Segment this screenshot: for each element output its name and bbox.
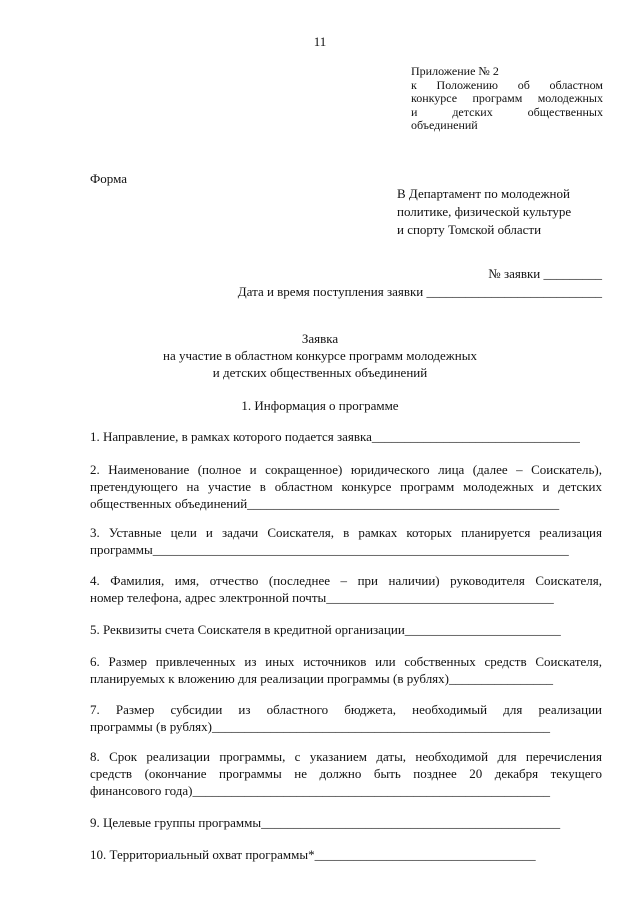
item-line: номер телефона, адрес электронной почты___________________________________ [90,590,554,605]
title-line: Заявка [301,331,339,346]
form-item-direction [90,428,602,445]
item-line: 8. Срок реализации программы, с указанием даты, необходимой для перечисления [90,749,602,764]
item-line: 6. Размер привлеченных из иных источников или собственных средств Соискателя, [90,654,602,669]
form-item-target-groups [90,814,602,831]
form-item-subsidy [90,701,602,735]
title-line: и детских общественных объединений [212,365,428,380]
application-number-field: № заявки _________ [488,266,602,281]
item-line: общественных объединений________________________________________________ [90,496,560,511]
addressee-line: политике, физической культуре [397,204,572,219]
section-title: 1. Информация о программе [241,398,399,413]
addressee-block [397,185,607,239]
item-line: 9. Целевые группы программы______________________________________________ [90,815,561,830]
form-item-territory [90,846,602,863]
item-line: программы________________________________________________________________ [90,542,569,557]
item-line: программы (в рублях)____________________________________________________ [90,719,550,734]
appendix-note [411,65,603,133]
addressee-line: и спорту Томской области [397,222,542,237]
item-line: 7. Размер субсидии из областного бюджета, необходимый для реализации [90,702,602,717]
form-item-timeline [90,748,602,799]
document-title [0,330,640,381]
form-item-bank-details [90,621,602,638]
appendix-line: конкурсе программ молодежных [411,91,603,105]
item-line: 5. Реквизиты счета Соискателя в кредитной организации________________________ [90,622,561,637]
item-line: 10. Территориальный охват программы*__________________________________ [90,847,536,862]
item-line: 2. Наименование (полное и сокращенное) юридического лица (далее – Соискатель), [90,462,602,477]
addressee-line: В Департамент по молодежной [397,186,570,201]
form-item-goals [90,524,602,558]
form-item-legal-entity [90,461,602,512]
form-item-own-funds [90,653,602,687]
item-line: 3. Уставные цели и задачи Соискателя, в рамках которых планируется реализация [90,525,602,540]
item-line: планируемых к вложению для реализации программы (в рублях)________________ [90,671,553,686]
appendix-line: объединений [411,118,478,132]
appendix-line: и детских общественных [411,104,603,119]
form-label: Форма [90,171,127,186]
appendix-line: к Положению об областном [411,77,603,92]
received-datetime-field: Дата и время поступления заявки ___________________________ [237,284,602,299]
item-line: претендующего на участие в областном конкурсе программ молодежных и детских [90,479,602,494]
form-item-head-contacts [90,572,602,606]
title-line: на участие в областном конкурсе программ молодежных [163,348,477,363]
page-number: 11 [313,34,327,49]
item-line: средств (окончание программы не должно быть позднее 20 декабря текущего [90,766,602,781]
item-line: финансового года)_______________________________________________________ [90,783,550,798]
appendix-line: Приложение № 2 [411,64,499,78]
item-line: 1. Направление, в рамках которого подается заявка________________________________ [90,429,580,444]
item-line: 4. Фамилия, имя, отчество (последнее – при наличии) руководителя Соискателя, [90,573,602,588]
